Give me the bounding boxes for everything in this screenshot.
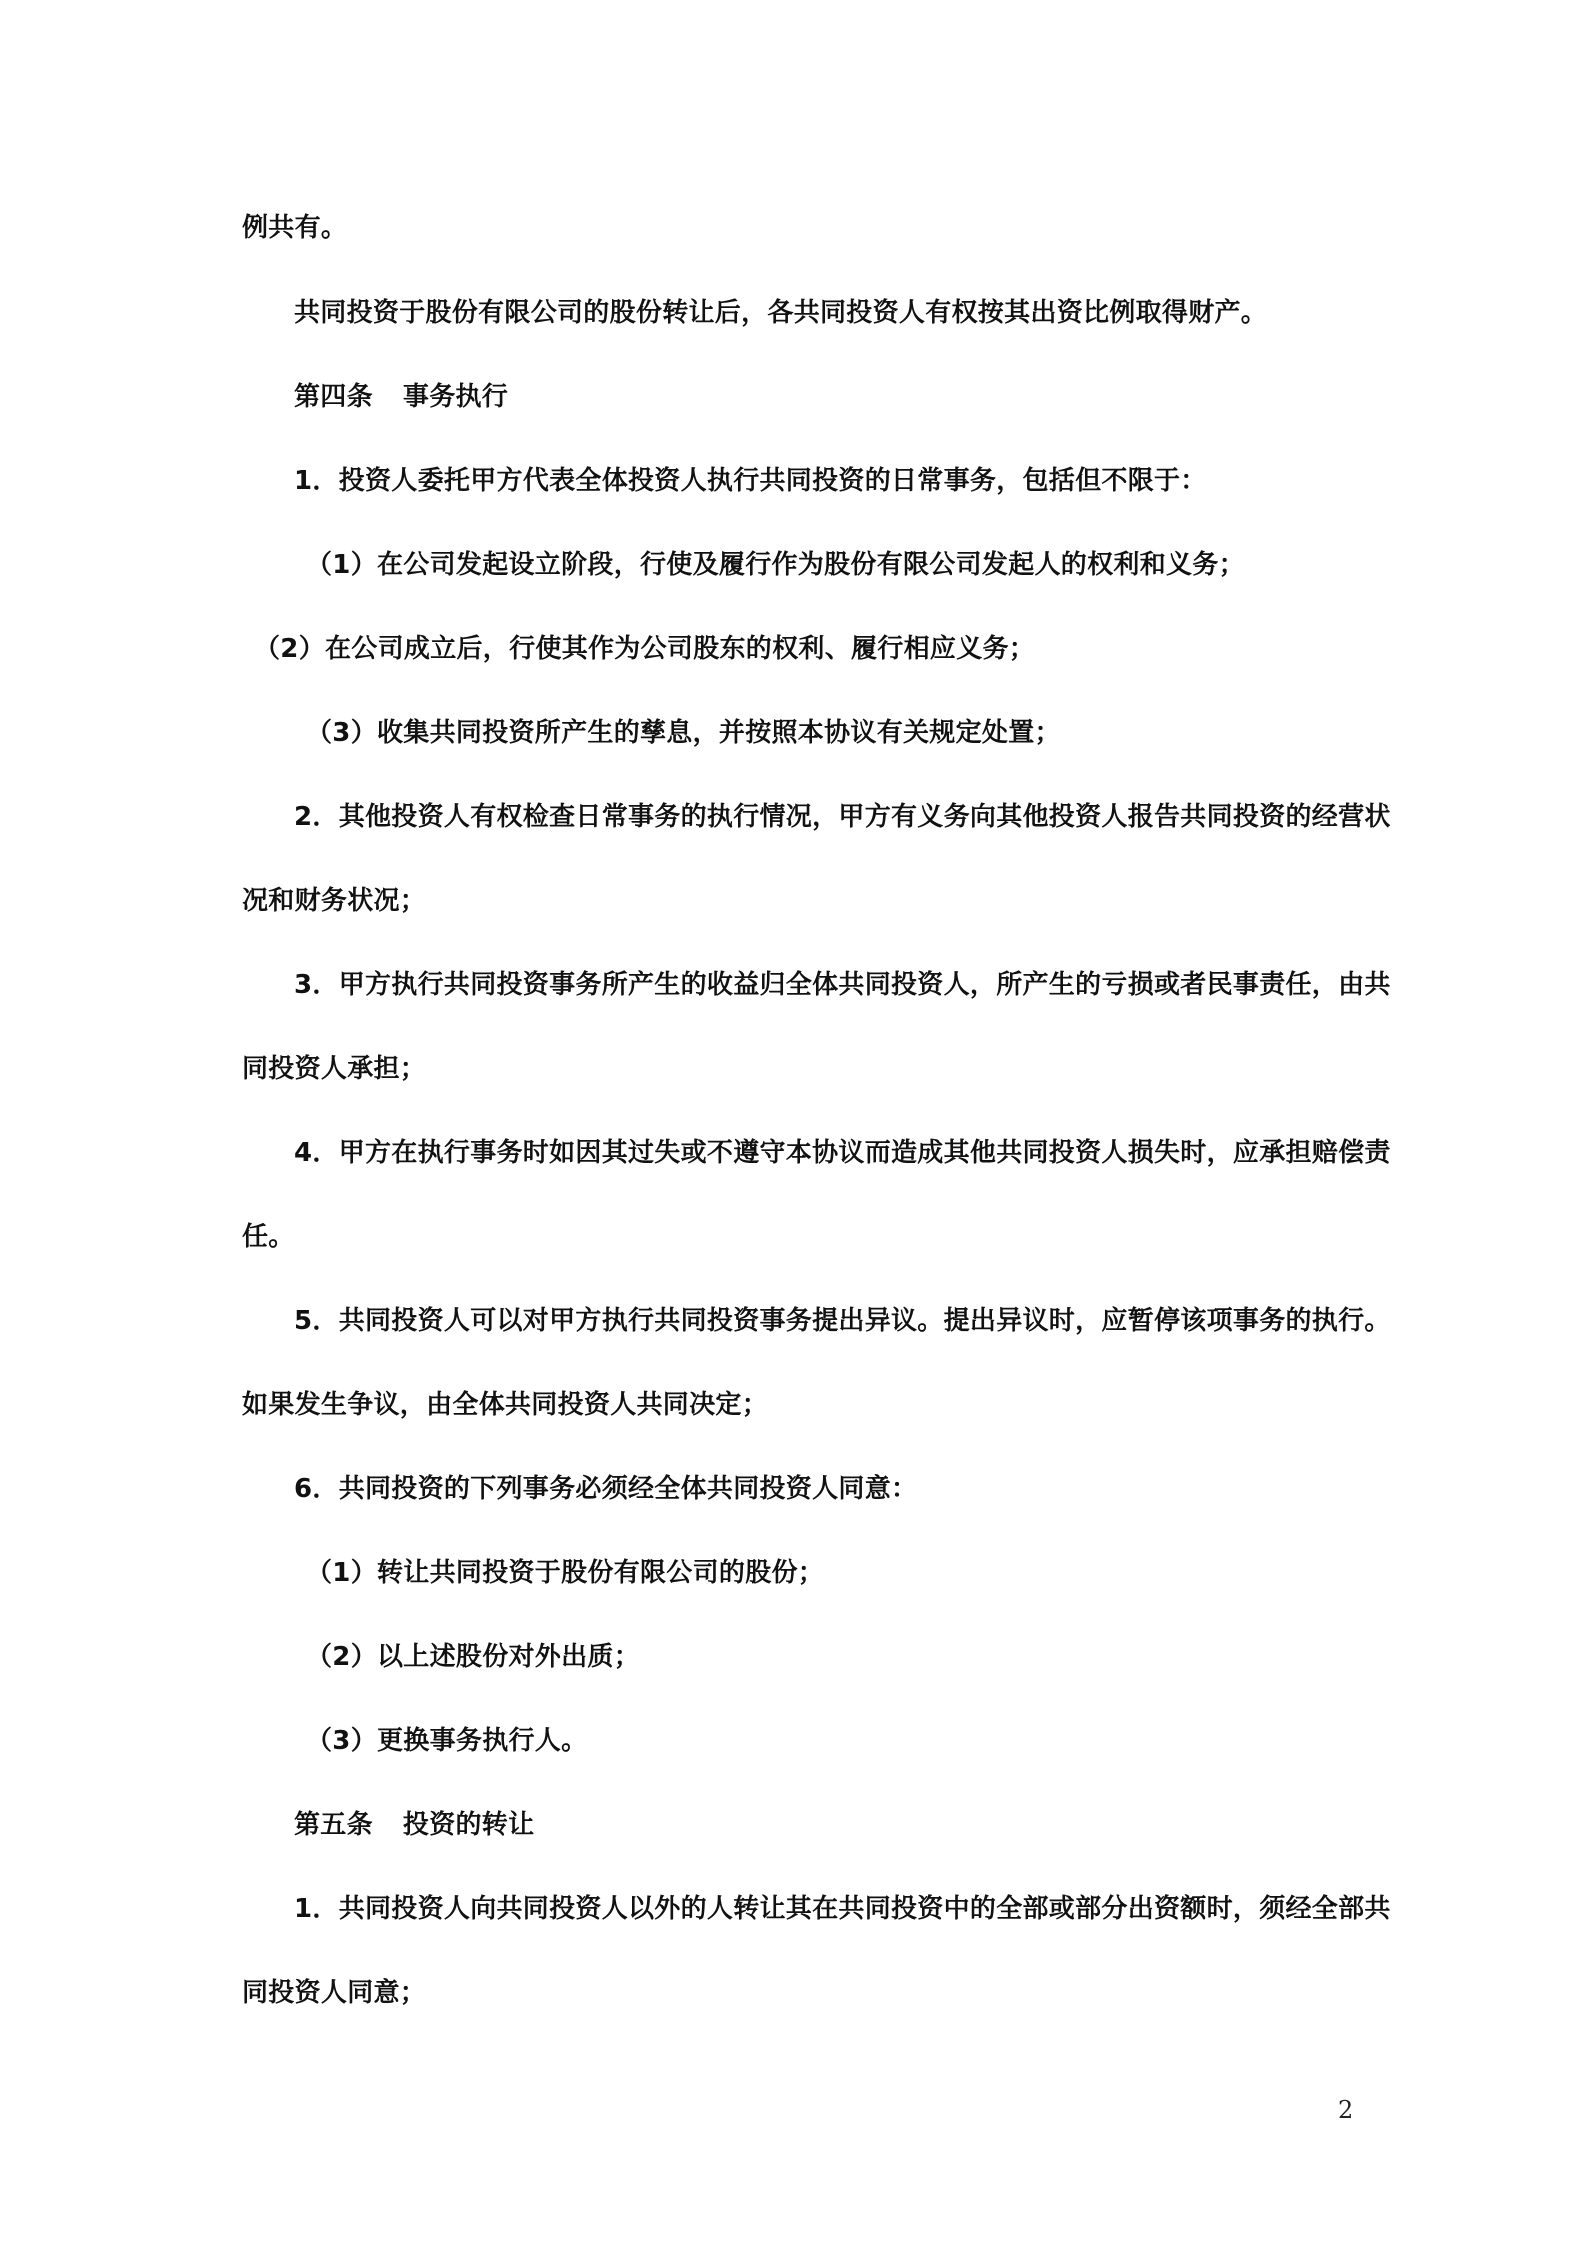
clause-4-3-line-1: 3．甲方执行共同投资事务所产生的收益归全体共同投资人，所产生的亏损或者民事责任，由共 bbox=[294, 970, 1391, 1000]
paragraph-continuation: 例共有。 bbox=[242, 213, 348, 243]
clause-4-4-line-1: 4．甲方在执行事务时如因其过失或不遵守本协议而造成其他共同投资人损失时，应承担赔偿责 bbox=[294, 1138, 1391, 1168]
article-4-number: 第四条 bbox=[294, 382, 373, 412]
article-5-heading bbox=[294, 1808, 534, 1842]
clause-4-5-line-2: 如果发生争议，由全体共同投资人共同决定； bbox=[242, 1390, 769, 1420]
article-5-number: 第五条 bbox=[294, 1810, 373, 1840]
clause-4-2-line-2: 况和财务状况； bbox=[242, 886, 427, 916]
page-number: 2 bbox=[1338, 2096, 1354, 2124]
clause-4-6-item-1: （1）转让共同投资于股份有限公司的股份； bbox=[306, 1558, 825, 1588]
clause-4-3-line-2: 同投资人承担； bbox=[242, 1054, 427, 1084]
clause-4-6-item-2: （2）以上述股份对外出质； bbox=[306, 1642, 640, 1672]
clause-4-1: 1．投资人委托甲方代表全体投资人执行共同投资的日常事务，包括但不限于： bbox=[294, 466, 1207, 496]
clause-5-1-line-2: 同投资人同意； bbox=[242, 1978, 427, 2008]
paragraph-share-transfer: 共同投资于股份有限公司的股份转让后，各共同投资人有权按其出资比例取得财产。 bbox=[294, 298, 1268, 328]
clause-4-1-item-2: （2）在公司成立后，行使其作为公司股东的权利、履行相应义务； bbox=[254, 634, 1036, 664]
clause-4-1-item-1: （1）在公司发起设立阶段，行使及履行作为股份有限公司发起人的权利和义务； bbox=[306, 550, 1245, 580]
article-5-title: 投资的转让 bbox=[402, 1810, 535, 1840]
clause-4-5-line-1: 5．共同投资人可以对甲方执行共同投资事务提出异议。提出异议时，应暂停该项事务的执行。 bbox=[294, 1306, 1391, 1336]
article-4-title: 事务执行 bbox=[402, 382, 509, 412]
clause-4-2-line-1: 2．其他投资人有权检查日常事务的执行情况，甲方有义务向其他投资人报告共同投资的经营状 bbox=[294, 802, 1391, 832]
clause-4-6-item-3: （3）更换事务执行人。 bbox=[306, 1726, 588, 1756]
article-4-heading bbox=[294, 380, 508, 414]
clause-4-4-line-2: 任。 bbox=[242, 1222, 295, 1252]
clause-5-1-line-1: 1．共同投资人向共同投资人以外的人转让其在共同投资中的全部或部分出资额时，须经全部共 bbox=[294, 1894, 1391, 1924]
clause-4-1-item-3: （3）收集共同投资所产生的孳息，并按照本协议有关规定处置； bbox=[306, 718, 1061, 748]
clause-4-6: 6．共同投资的下列事务必须经全体共同投资人同意： bbox=[294, 1474, 918, 1504]
